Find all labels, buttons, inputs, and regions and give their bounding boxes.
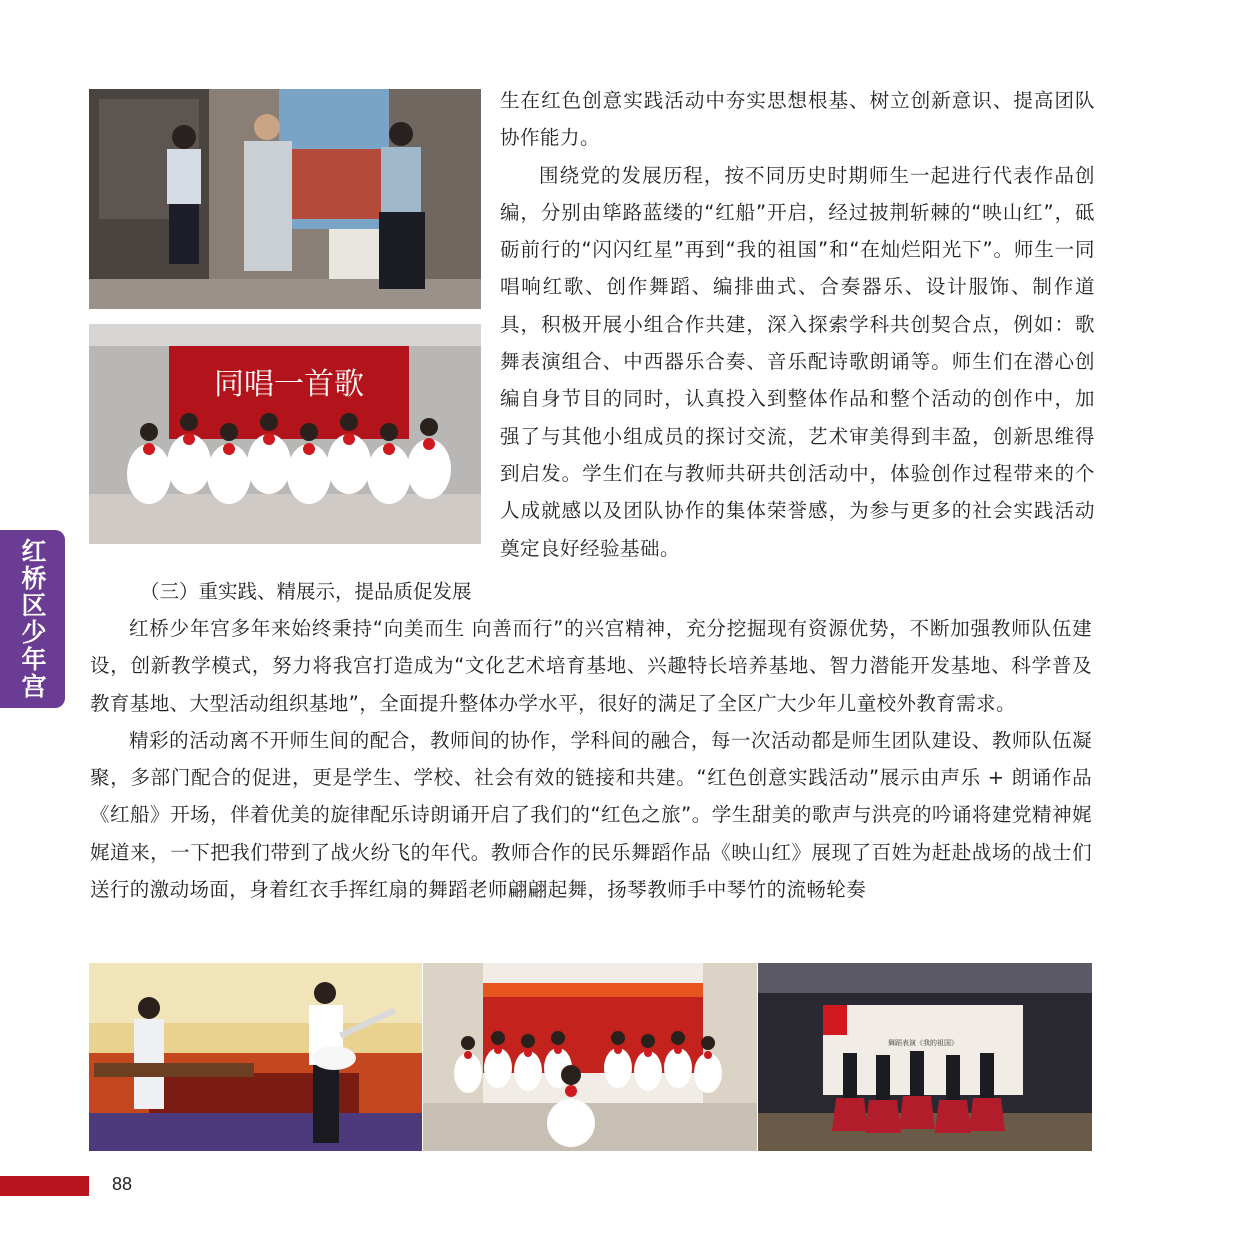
choir-banner-text: 同唱一首歌 (214, 367, 364, 402)
photo-children-stage (423, 963, 757, 1151)
full-width-text (90, 610, 1092, 908)
photo-dance-performance (758, 963, 1092, 1151)
dance-banner-text: 舞蹈表演《我的祖国》 (888, 1039, 958, 1047)
photo-museum-visit (89, 89, 481, 309)
paragraph-intro: 红桥少年宫多年来始终秉持“向美而生 向善而行”的兴宫精神，充分挖掘现有资源优势，不断加强教师队伍建设，创新教学模式，努力将我宫打造成为“文化艺术培育基地、兴趣特长培养基地、智力潜能开发基地、科学普及教育基地、大型活动组织基地”，全面提升整体办学水平，很好的满足了全区广大少年儿童校外教育需求。 (90, 617, 1092, 715)
paragraph-performance: 精彩的活动离不开师生间的配合，教师间的协作，学科间的融合，每一次活动都是师生团队建设、教师队伍凝聚，多部门配合的促进，更是学生、学校、社会有效的链接和共建。“红色创意实践活动”展示由声乐 + 朗诵作品《红船》开场，伴着优美的旋律配乐诗朗诵开启了我们的“红色之旅”。学生甜美的歌声与洪亮的吟诵将建党精神娓娓道来，一下把我们带到了战火纷飞的年代。教师合作的民乐舞蹈作品《映山红》展现了百姓为赶赴战场的战士们送行的激动场面，身着红衣手挥红扇的舞蹈老师翩翩起舞，扬琴教师手中琴竹的流畅轮奏 (90, 728, 1092, 902)
footer-accent-bar (0, 1176, 89, 1196)
page-number: 88 (112, 1174, 133, 1194)
right-column-text (500, 82, 1095, 567)
side-tab (0, 530, 65, 708)
photo-children-choir (89, 324, 481, 544)
side-tab-label: 红桥区少年宫 (18, 538, 47, 700)
right-paragraph-continued: 生在红色创意实践活动中夯实思想根基、树立创新意识、提高团队协作能力。 (500, 89, 1095, 150)
section-heading: （三）重实践、精展示，提品质促发展 (140, 580, 472, 603)
photo-guzheng-guitar (89, 963, 422, 1151)
right-paragraph-main: 围绕党的发展历程，按不同历史时期师生一起进行代表作品创编，分别由筚路蓝缕的“红船”开启，经过披荆斩棘的“映山红”，砥砺前行的“闪闪红星”再到“我的祖国”和“在灿烂阳光下”。师生一同唱响红歌、创作舞蹈、编排曲式、合奏器乐、设计服饰、制作道具，积极开展小组合作共建，深入探索学科共创契合点，例如：歌舞表演组合、中西器乐合奏、音乐配诗歌朗诵等。师生们在潜心创编自身节目的同时，认真投入到整体作品和整个活动的创作中，加强了与其他小组成员的探讨交流，艺术审美得到丰盈，创新思维得到启发。学生们在与教师共研共创活动中，体验创作过程带来的个人成就感以及团队协作的集体荣誉感，为参与更多的社会实践活动奠定良好经验基础。 (500, 163, 1095, 560)
